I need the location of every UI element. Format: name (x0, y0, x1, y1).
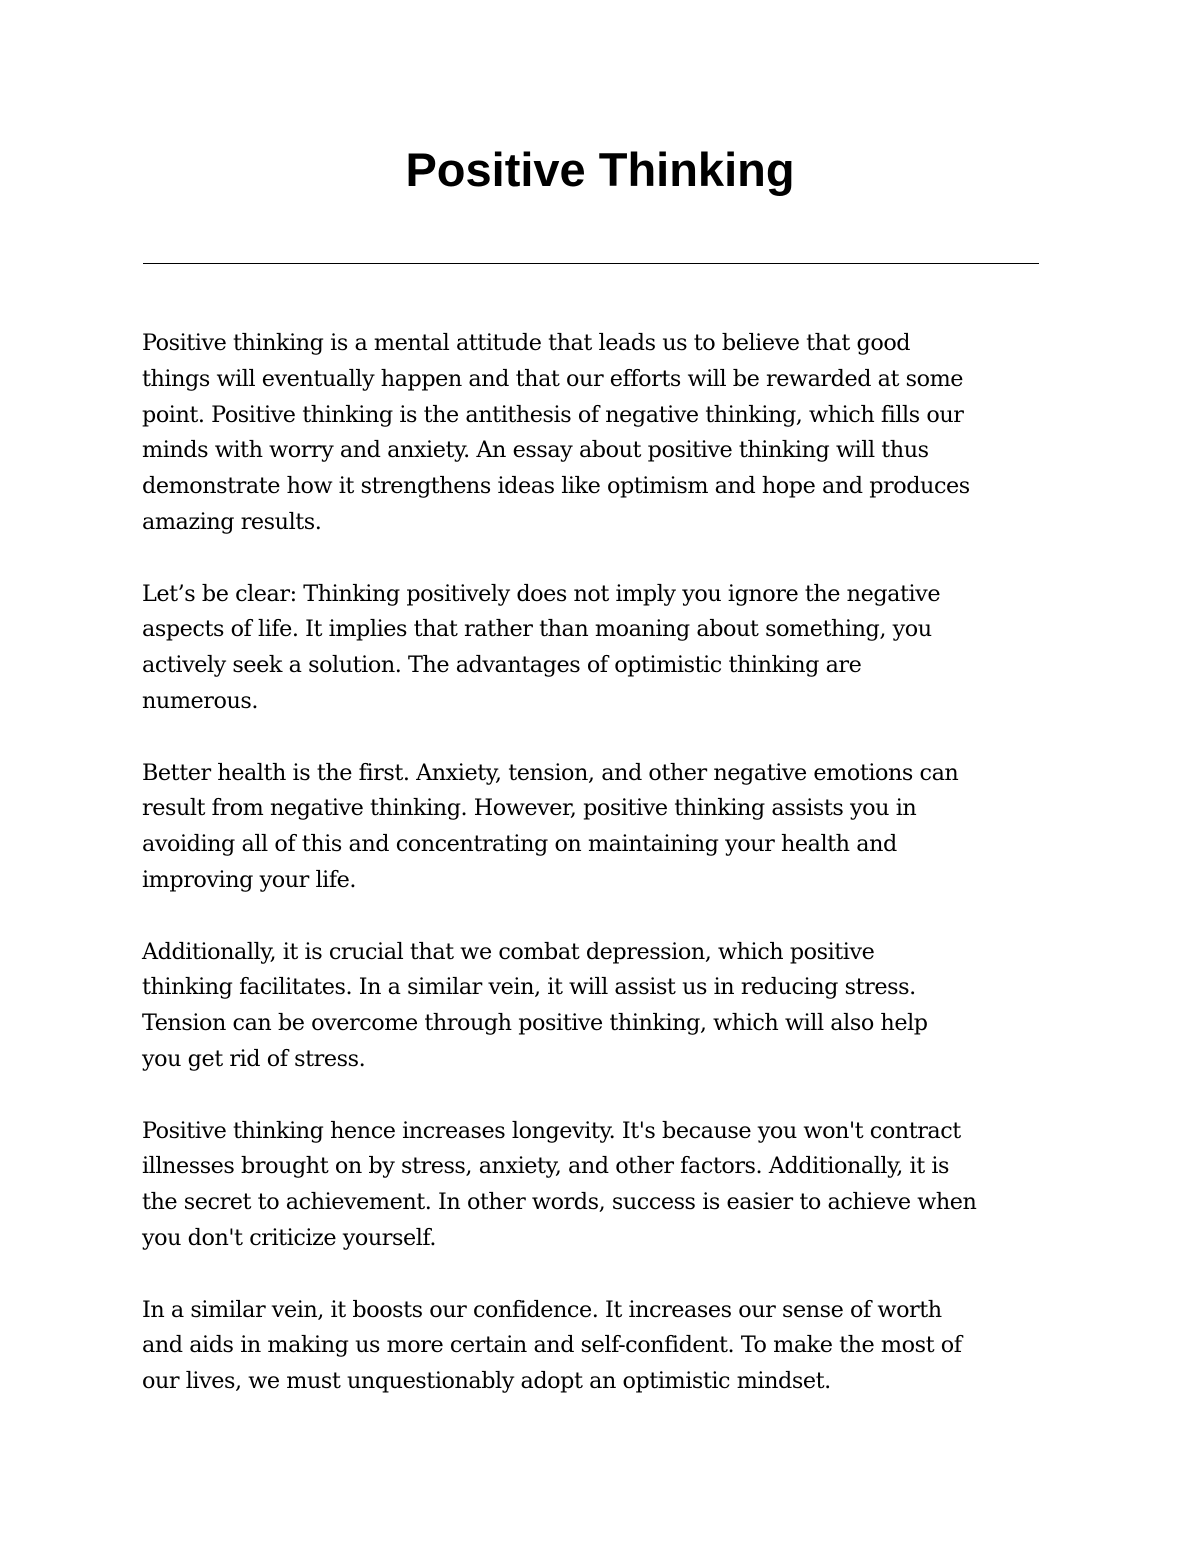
text-line: numerous. (142, 687, 258, 714)
text-line: you get rid of stress. (142, 1045, 366, 1072)
paragraph (142, 935, 1072, 1078)
text-line: avoiding all of this and concentrating on maintaining your health and (142, 831, 897, 858)
paragraph (142, 326, 1072, 541)
title-divider-line (143, 263, 1039, 264)
text-line: Positive thinking hence increases longevity. It's because you won't contract (142, 1117, 961, 1144)
text-line: thinking facilitates. In a similar vein, it will assist us in reducing stress. (142, 974, 916, 1001)
text-line: actively seek a solution. The advantages of optimistic thinking are (142, 652, 862, 679)
text-line: Better health is the first. Anxiety, tension, and other negative emotions can (142, 759, 959, 786)
text-line: improving your life. (142, 866, 357, 893)
document-title: Positive Thinking (405, 143, 795, 196)
text-line: minds with worry and anxiety. An essay about positive thinking will thus (142, 437, 929, 464)
text-line: Positive thinking is a mental attitude that leads us to believe that good (142, 330, 911, 356)
text-line: you don't criticize yourself. (142, 1224, 437, 1251)
paragraph (142, 756, 1072, 899)
paragraph (142, 577, 1072, 720)
text-line: Additionally, it is crucial that we combat depression, which positive (142, 938, 875, 965)
text-line: things will eventually happen and that our efforts will be rewarded at some (142, 365, 964, 392)
text-line: Let’s be clear: Thinking positively does not imply you ignore the negative (142, 580, 941, 607)
text-line: point. Positive thinking is the antithesis of negative thinking, which fills our (142, 401, 964, 428)
text-line: amazing results. (142, 508, 322, 535)
text-line: our lives, we must unquestionably adopt an optimistic mindset. (142, 1368, 831, 1395)
essay-body (142, 326, 1072, 1436)
text-line: the secret to achievement. In other words, success is easier to achieve when (142, 1189, 977, 1216)
text-line: and aids in making us more certain and self-confident. To make the most of (142, 1332, 962, 1359)
text-line: demonstrate how it strengthens ideas like optimism and hope and produces (142, 473, 970, 500)
text-line: In a similar vein, it boosts our confidence. It increases our sense of worth (142, 1296, 942, 1323)
text-line: Tension can be overcome through positive thinking, which will also help (142, 1010, 928, 1037)
text-line: aspects of life. It implies that rather than moaning about something, you (142, 616, 932, 643)
text-line: illnesses brought on by stress, anxiety, and other factors. Additionally, it is (142, 1153, 950, 1180)
text-line: result from negative thinking. However, positive thinking assists you in (142, 795, 917, 822)
paragraph (142, 1293, 1072, 1400)
paragraph (142, 1114, 1072, 1257)
